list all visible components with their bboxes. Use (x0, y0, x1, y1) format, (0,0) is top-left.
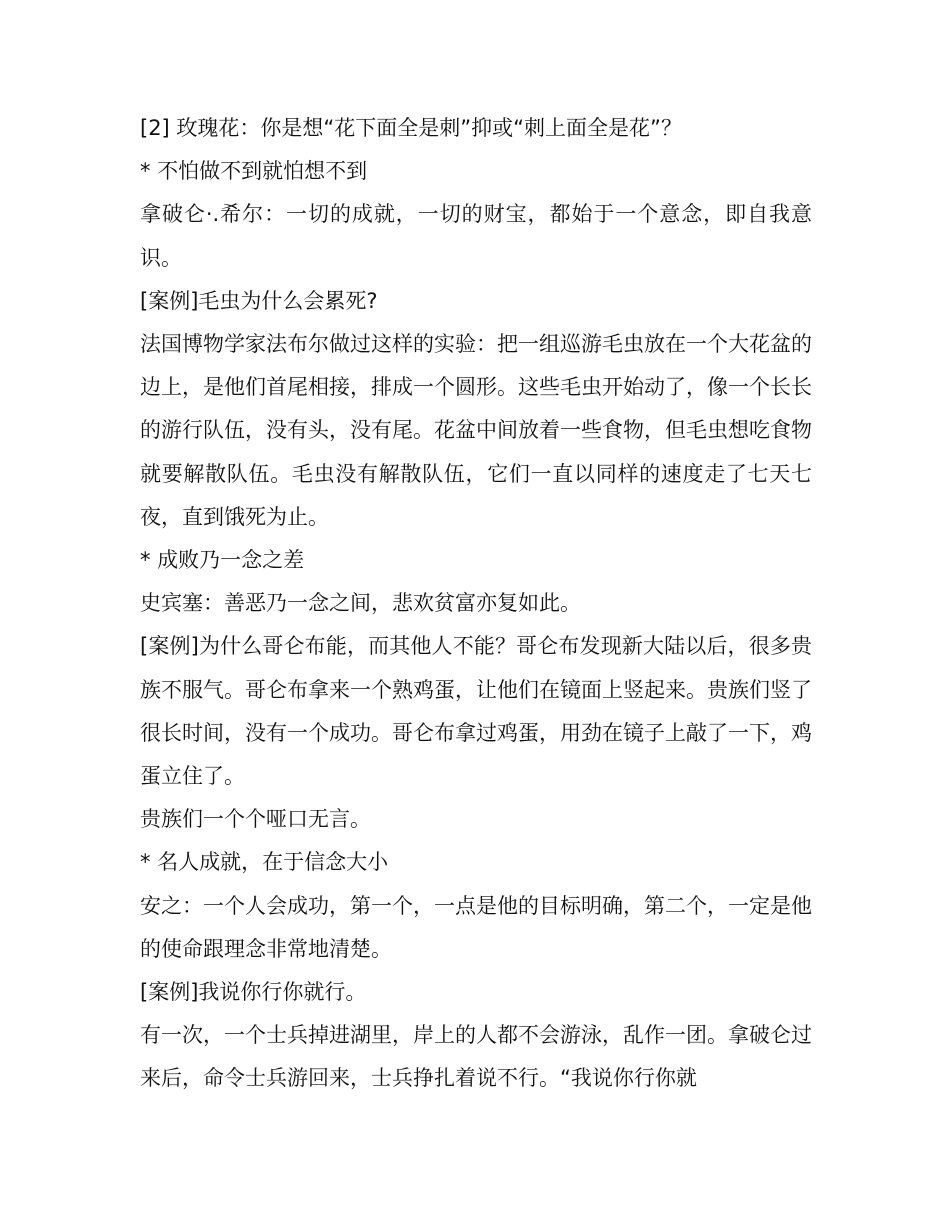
case-you-can-title: [案例]我说你行你就行。 (140, 980, 367, 1005)
heading-success-failure: * 成败乃一念之差 (140, 548, 305, 573)
paragraph-soldier-story: 有一次，一个士兵掉进湖里，岸上的人都不会游泳，乱作一团。拿破仑过来后，命令士兵游回来，士兵挣扎着说不行。“我说你行你就 (140, 1023, 812, 1091)
heading-belief-size: * 名人成就，在于信念大小 (140, 850, 389, 875)
paragraph-napoleon-hill-quote: 拿破仑·.希尔：一切的成就，一切的财宝，都始于一个意念，即自我意识。 (140, 202, 812, 270)
paragraph-nobles-speechless: 贵族们一个个哑口无言。 (140, 807, 371, 832)
case-caterpillar-title: [案例]毛虫为什么会累死? (140, 288, 378, 313)
heading-not-afraid: * 不怕做不到就怕想不到 (140, 159, 368, 184)
paragraph-columbus-egg: [案例]为什么哥仑布能，而其他人不能？哥仑布发现新大陆以后，很多贵族不服气。哥仑布拿来一个熟鸡蛋，让他们在镜面上竖起来。贵族们竖了很长时间，没有一个成功。哥仑布拿过鸡蛋，用劲在镜子上敲了一下，鸡蛋立住了。 (140, 634, 812, 789)
paragraph-rose-question: [2] 玫瑰花：你是想“花下面全是刺”抑或“刺上面全是花”？ (140, 116, 682, 140)
paragraph-anzhi-quote: 安之：一个人会成功，第一个，一点是他的目标明确，第二个，一定是他的使命跟理念非常地清楚。 (140, 893, 812, 961)
paragraph-spencer-quote: 史宾塞：善恶乃一念之间，悲欢贫富亦复如此。 (140, 591, 581, 616)
document-body (140, 107, 812, 1101)
paragraph-caterpillar-experiment: 法国博物学家法布尔做过这样的实验：把一组巡游毛虫放在一个大花盆的边上，是他们首尾相接，排成一个圆形。这些毛虫开始动了，像一个长长的游行队伍，没有头，没有尾。花盆中间放着一些食物，但毛虫想吃食物就要解散队伍。毛虫没有解散队伍，它们一直以同样的速度走了七天七夜，直到饿死为止。 (140, 332, 812, 529)
